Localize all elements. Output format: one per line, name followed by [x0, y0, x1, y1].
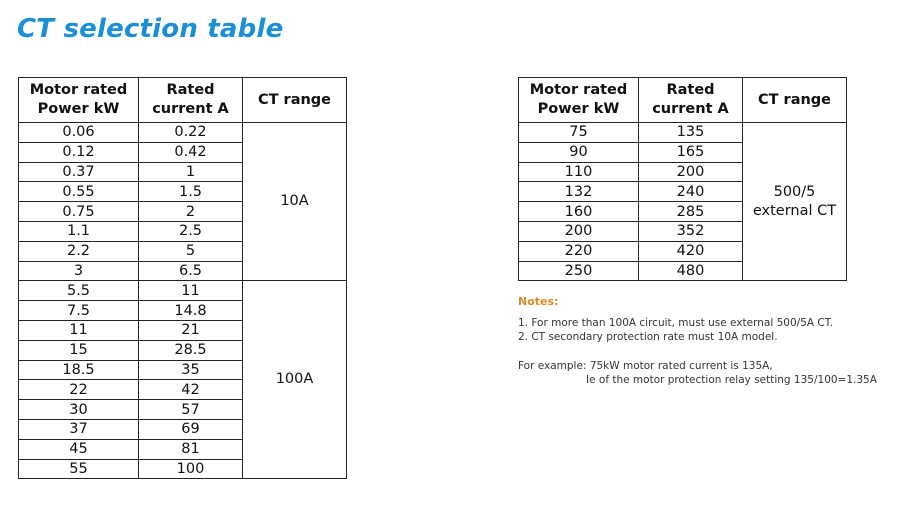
page-title: CT selection table	[17, 14, 284, 44]
cell-motor-power: 75	[519, 123, 639, 143]
cell-rated-current: 11	[139, 281, 243, 301]
cell-rated-current: 69	[139, 419, 243, 439]
cell-rated-current: 57	[139, 400, 243, 420]
cell-motor-power: 5.5	[19, 281, 139, 301]
cell-motor-power: 2.2	[19, 241, 139, 261]
header-rated-current: Rated current A	[139, 78, 243, 123]
header-motor-power: Motor rated Power kW	[519, 78, 639, 123]
header-motor-power: Motor rated Power kW	[19, 78, 139, 123]
cell-ct-range: 100A	[243, 281, 347, 479]
example-line: For example: 75kW motor rated current is 135A,	[518, 360, 773, 372]
cell-motor-power: 0.06	[19, 123, 139, 143]
cell-rated-current: 42	[139, 380, 243, 400]
cell-motor-power: 22	[19, 380, 139, 400]
example-line: Ie of the motor protection relay setting 135/100=1.35A	[586, 374, 877, 386]
cell-motor-power: 110	[519, 162, 639, 182]
cell-rated-current: 1.5	[139, 182, 243, 202]
cell-rated-current: 2	[139, 202, 243, 222]
cell-rated-current: 21	[139, 320, 243, 340]
cell-motor-power: 11	[19, 320, 139, 340]
cell-ct-range: 500/5 external CT	[743, 123, 847, 281]
table-row	[19, 281, 347, 301]
header-ct-range: CT range	[743, 78, 847, 123]
cell-rated-current: 480	[639, 261, 743, 281]
table-row	[19, 123, 347, 143]
cell-rated-current: 165	[639, 142, 743, 162]
ct-table-right	[518, 77, 847, 281]
cell-rated-current: 285	[639, 202, 743, 222]
cell-rated-current: 1	[139, 162, 243, 182]
cell-rated-current: 352	[639, 221, 743, 241]
cell-rated-current: 200	[639, 162, 743, 182]
cell-motor-power: 220	[519, 241, 639, 261]
cell-motor-power: 0.12	[19, 142, 139, 162]
cell-motor-power: 18.5	[19, 360, 139, 380]
cell-motor-power: 55	[19, 459, 139, 479]
cell-motor-power: 160	[519, 202, 639, 222]
cell-rated-current: 2.5	[139, 221, 243, 241]
note-item: 2. CT secondary protection rate must 10A model.	[518, 331, 778, 343]
cell-rated-current: 135	[639, 123, 743, 143]
cell-rated-current: 14.8	[139, 301, 243, 321]
cell-rated-current: 420	[639, 241, 743, 261]
cell-motor-power: 30	[19, 400, 139, 420]
cell-rated-current: 35	[139, 360, 243, 380]
notes-section	[518, 295, 888, 387]
cell-motor-power: 37	[19, 419, 139, 439]
header-ct-range: CT range	[243, 78, 347, 123]
cell-rated-current: 0.42	[139, 142, 243, 162]
cell-motor-power: 90	[519, 142, 639, 162]
cell-rated-current: 28.5	[139, 340, 243, 360]
cell-motor-power: 250	[519, 261, 639, 281]
cell-motor-power: 0.55	[19, 182, 139, 202]
cell-rated-current: 0.22	[139, 123, 243, 143]
table-header-row	[19, 78, 347, 123]
cell-motor-power: 3	[19, 261, 139, 281]
table-row	[519, 123, 847, 143]
cell-rated-current: 240	[639, 182, 743, 202]
cell-rated-current: 6.5	[139, 261, 243, 281]
cell-motor-power: 7.5	[19, 301, 139, 321]
note-item: 1. For more than 100A circuit, must use external 500/5A CT.	[518, 317, 834, 329]
header-rated-current: Rated current A	[639, 78, 743, 123]
cell-motor-power: 200	[519, 221, 639, 241]
notes-title: Notes:	[518, 295, 559, 308]
cell-rated-current: 5	[139, 241, 243, 261]
cell-motor-power: 0.37	[19, 162, 139, 182]
ct-table-left	[18, 77, 347, 479]
cell-motor-power: 0.75	[19, 202, 139, 222]
cell-rated-current: 81	[139, 439, 243, 459]
cell-motor-power: 132	[519, 182, 639, 202]
cell-ct-range: 10A	[243, 123, 347, 281]
cell-motor-power: 15	[19, 340, 139, 360]
cell-motor-power: 45	[19, 439, 139, 459]
table-header-row	[519, 78, 847, 123]
cell-motor-power: 1.1	[19, 221, 139, 241]
cell-rated-current: 100	[139, 459, 243, 479]
